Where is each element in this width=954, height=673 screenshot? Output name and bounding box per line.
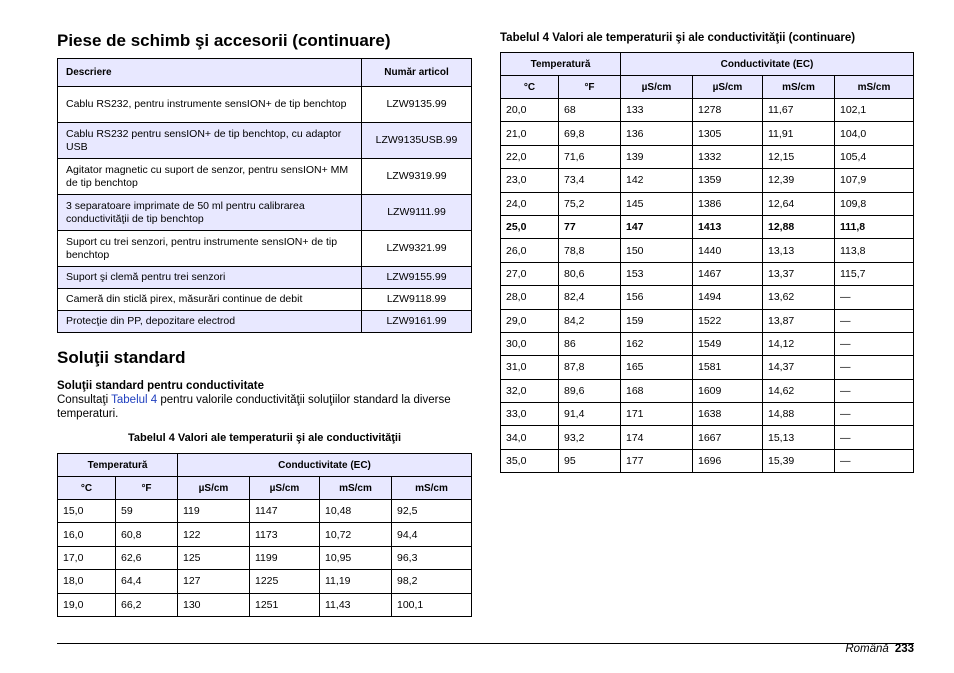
table-cell: — — [835, 449, 914, 472]
left-column — [57, 30, 472, 617]
parts-table-body — [58, 87, 472, 333]
part-description: 3 separatoare imprimate de 50 ml pentru calibrarea conductivităţii de tip benchtop — [58, 195, 362, 231]
page-footer — [845, 642, 914, 656]
table-cell: 1467 — [693, 262, 763, 285]
part-item-number: LZW9118.99 — [362, 289, 472, 311]
table-cell: 64,4 — [116, 570, 178, 593]
table-cell: 111,8 — [835, 215, 914, 238]
table-cell: 62,6 — [116, 546, 178, 569]
table-row — [501, 286, 914, 309]
table-row — [501, 99, 914, 122]
table-row — [501, 356, 914, 379]
table-cell: 125 — [178, 546, 250, 569]
table-row — [58, 500, 472, 523]
table-row — [58, 87, 472, 123]
table-row — [58, 267, 472, 289]
col-header-item-number: Număr articol — [362, 59, 472, 87]
table-cell: 177 — [621, 449, 693, 472]
table-row — [58, 195, 472, 231]
table-cell: 25,0 — [501, 215, 559, 238]
table-cell: 24,0 — [501, 192, 559, 215]
table-cell: 13,62 — [763, 286, 835, 309]
table-cell: 11,43 — [320, 593, 392, 616]
table-cell: 86 — [559, 332, 621, 355]
table-cell: 77 — [559, 215, 621, 238]
temperature-conductivity-table — [57, 453, 472, 617]
table-row — [501, 192, 914, 215]
table-row — [58, 159, 472, 195]
table-cell: 1413 — [693, 215, 763, 238]
table-cell: 14,88 — [763, 403, 835, 426]
table-row — [58, 523, 472, 546]
table-cell: 1173 — [250, 523, 320, 546]
table-cell: 23,0 — [501, 169, 559, 192]
table-cell: 71,6 — [559, 145, 621, 168]
group-header-row — [501, 53, 914, 76]
section-heading-standard-solutions: Soluţii standard — [57, 348, 186, 367]
temperature-table-body — [58, 500, 472, 617]
table-cell: 150 — [621, 239, 693, 262]
unit-header: mS/cm — [392, 477, 472, 500]
col-header-description: Descriere — [58, 59, 362, 87]
para-text-before: Consultaţi — [57, 394, 112, 406]
group-header-row — [58, 454, 472, 477]
table-cell: 1696 — [693, 449, 763, 472]
table-cell: 66,2 — [116, 593, 178, 616]
table-cell: 1305 — [693, 122, 763, 145]
table-row — [501, 169, 914, 192]
table-cell: 21,0 — [501, 122, 559, 145]
table-cell: 142 — [621, 169, 693, 192]
unit-header: mS/cm — [320, 477, 392, 500]
footer-language: Română — [845, 643, 889, 655]
table-cell: — — [835, 309, 914, 332]
table-cell: 60,8 — [116, 523, 178, 546]
temperature-conductivity-table-continued — [500, 52, 914, 473]
table-cell: 28,0 — [501, 286, 559, 309]
table-cell: 11,67 — [763, 99, 835, 122]
table-cell: 14,12 — [763, 332, 835, 355]
table-row — [501, 449, 914, 472]
table-cell: 1199 — [250, 546, 320, 569]
table-cell: 15,0 — [58, 500, 116, 523]
table-cell: — — [835, 379, 914, 402]
table-cell: 1638 — [693, 403, 763, 426]
table-cell: 168 — [621, 379, 693, 402]
table-cell: 31,0 — [501, 356, 559, 379]
table-row — [501, 239, 914, 262]
table-cell: 93,2 — [559, 426, 621, 449]
table-row — [501, 309, 914, 332]
table-cell: 1667 — [693, 426, 763, 449]
group-header-conductivity: Conductivitate (EC) — [621, 53, 914, 76]
table-row — [58, 570, 472, 593]
table-cell: 1225 — [250, 570, 320, 593]
table-cell: 13,87 — [763, 309, 835, 332]
table-cell: 35,0 — [501, 449, 559, 472]
table-cell: 12,39 — [763, 169, 835, 192]
page-number: 233 — [894, 643, 914, 655]
table-cell: 84,2 — [559, 309, 621, 332]
spare-parts-table — [57, 58, 472, 333]
table-cell: 98,2 — [392, 570, 472, 593]
table-cell: 113,8 — [835, 239, 914, 262]
table-cell: 12,88 — [763, 215, 835, 238]
table-cell: 136 — [621, 122, 693, 145]
part-item-number: LZW9321.99 — [362, 231, 472, 267]
table-cell: 1251 — [250, 593, 320, 616]
para-text-after: pentru valorile conductivităţii soluţiilor standard la diverse temperaturi. — [57, 394, 451, 420]
table-row — [501, 122, 914, 145]
table-cell: 17,0 — [58, 546, 116, 569]
table-cell: 1147 — [250, 500, 320, 523]
table-cell: 15,13 — [763, 426, 835, 449]
table-cell: 153 — [621, 262, 693, 285]
table-cell: 91,4 — [559, 403, 621, 426]
part-item-number: LZW9161.99 — [362, 311, 472, 333]
table-cell: 89,6 — [559, 379, 621, 402]
table-cell: 29,0 — [501, 309, 559, 332]
table-cell: 94,4 — [392, 523, 472, 546]
table-cell: 104,0 — [835, 122, 914, 145]
table-cell: 20,0 — [501, 99, 559, 122]
table-cell: 30,0 — [501, 332, 559, 355]
table-cell: 1278 — [693, 99, 763, 122]
subheading-conductivity-standards: Soluţii standard pentru conductivitate — [57, 380, 265, 392]
table-cell: 162 — [621, 332, 693, 355]
part-description: Suport şi clemă pentru trei senzori — [58, 267, 362, 289]
table-cell: 1359 — [693, 169, 763, 192]
table-cell: 10,72 — [320, 523, 392, 546]
table-cell: 147 — [621, 215, 693, 238]
table-row — [501, 215, 914, 238]
units-header-row — [58, 477, 472, 500]
table-row — [58, 231, 472, 267]
table-cell: 139 — [621, 145, 693, 168]
unit-header: µS/cm — [250, 477, 320, 500]
table-cell: 32,0 — [501, 379, 559, 402]
table-cell: 1522 — [693, 309, 763, 332]
table-cell: 130 — [178, 593, 250, 616]
table-cell: — — [835, 332, 914, 355]
right-column — [500, 30, 914, 473]
table-cell: 105,4 — [835, 145, 914, 168]
part-description: Cablu RS232, pentru instrumente sensION+ de tip benchtop — [58, 87, 362, 123]
table-cell: 1494 — [693, 286, 763, 309]
table-cell: 1386 — [693, 192, 763, 215]
part-description: Protecţie din PP, depozitare electrod — [58, 311, 362, 333]
table-cell: 13,13 — [763, 239, 835, 262]
unit-header: °F — [559, 76, 621, 99]
unit-header: µS/cm — [693, 76, 763, 99]
table-cell: 87,8 — [559, 356, 621, 379]
table-row — [58, 546, 472, 569]
table-cell: 165 — [621, 356, 693, 379]
table-cell: 1332 — [693, 145, 763, 168]
unit-header: mS/cm — [835, 76, 914, 99]
table-cell: 115,7 — [835, 262, 914, 285]
table-cell: 11,19 — [320, 570, 392, 593]
page-heading-spare-parts: Piese de schimb şi accesorii (continuare) — [57, 31, 391, 50]
unit-header: °F — [116, 477, 178, 500]
table-cell: 127 — [178, 570, 250, 593]
table-cell: 33,0 — [501, 403, 559, 426]
table-cell: — — [835, 426, 914, 449]
table-cell: 14,62 — [763, 379, 835, 402]
table-cell: 73,4 — [559, 169, 621, 192]
group-header-temperature: Temperatură — [501, 53, 621, 76]
table-row — [58, 311, 472, 333]
table-row — [501, 332, 914, 355]
table-cell: 92,5 — [392, 500, 472, 523]
table-cell: 156 — [621, 286, 693, 309]
unit-header: °C — [501, 76, 559, 99]
table-cell: 19,0 — [58, 593, 116, 616]
table-cell: 78,8 — [559, 239, 621, 262]
group-header-temperature: Temperatură — [58, 454, 178, 477]
table-cell: — — [835, 356, 914, 379]
table-cell: 96,3 — [392, 546, 472, 569]
table-4-continued-caption: Tabelul 4 Valori ale temperaturii şi ale conductivităţii (continuare) — [500, 32, 856, 44]
part-item-number: LZW9135USB.99 — [362, 123, 472, 159]
unit-header: °C — [58, 477, 116, 500]
table-cell: 1440 — [693, 239, 763, 262]
table-cell: 11,91 — [763, 122, 835, 145]
table-cell: 119 — [178, 500, 250, 523]
table-row — [58, 593, 472, 616]
table-cell: 16,0 — [58, 523, 116, 546]
table-row — [501, 403, 914, 426]
table-cell: 12,64 — [763, 192, 835, 215]
table-cell: 95 — [559, 449, 621, 472]
table-cell: 1581 — [693, 356, 763, 379]
table-row — [501, 379, 914, 402]
table-4-link[interactable]: Tabelul 4 — [111, 394, 158, 406]
table-cell: 34,0 — [501, 426, 559, 449]
table-cell: 10,48 — [320, 500, 392, 523]
table-cell: 15,39 — [763, 449, 835, 472]
table-row — [501, 262, 914, 285]
table-cell: — — [835, 286, 914, 309]
intro-paragraph — [57, 393, 472, 421]
table-cell: 27,0 — [501, 262, 559, 285]
table-cell: 12,15 — [763, 145, 835, 168]
table-cell: 75,2 — [559, 192, 621, 215]
table-cell: 22,0 — [501, 145, 559, 168]
part-item-number: LZW9135.99 — [362, 87, 472, 123]
table-cell: 10,95 — [320, 546, 392, 569]
parts-header-row — [58, 59, 472, 87]
table-cell: — — [835, 403, 914, 426]
part-item-number: LZW9111.99 — [362, 195, 472, 231]
group-header-conductivity: Conductivitate (EC) — [178, 454, 472, 477]
table-cell: 133 — [621, 99, 693, 122]
footer-divider — [57, 643, 914, 644]
units-header-row — [501, 76, 914, 99]
table-cell: 1609 — [693, 379, 763, 402]
table-row — [501, 426, 914, 449]
unit-header: mS/cm — [763, 76, 835, 99]
table-cell: 18,0 — [58, 570, 116, 593]
part-description: Cameră din sticlă pirex, măsurări continue de debit — [58, 289, 362, 311]
unit-header: µS/cm — [621, 76, 693, 99]
table-cell: 109,8 — [835, 192, 914, 215]
temperature-table-body — [501, 99, 914, 473]
part-description: Agitator magnetic cu suport de senzor, pentru sensION+ MM de tip benchtop — [58, 159, 362, 195]
table-cell: 122 — [178, 523, 250, 546]
table-row — [501, 145, 914, 168]
table-cell: 82,4 — [559, 286, 621, 309]
part-item-number: LZW9319.99 — [362, 159, 472, 195]
table-cell: 26,0 — [501, 239, 559, 262]
table-cell: 69,8 — [559, 122, 621, 145]
table-4-caption: Tabelul 4 Valori ale temperaturii şi ale conductivităţii — [127, 432, 402, 444]
table-cell: 174 — [621, 426, 693, 449]
part-description: Suport cu trei senzori, pentru instrumente sensION+ de tip benchtop — [58, 231, 362, 267]
table-cell: 107,9 — [835, 169, 914, 192]
table-cell: 14,37 — [763, 356, 835, 379]
unit-header: µS/cm — [178, 477, 250, 500]
part-description: Cablu RS232 pentru sensION+ de tip benchtop, cu adaptor USB — [58, 123, 362, 159]
part-item-number: LZW9155.99 — [362, 267, 472, 289]
table-row — [58, 289, 472, 311]
table-cell: 159 — [621, 309, 693, 332]
table-cell: 100,1 — [392, 593, 472, 616]
table-cell: 1549 — [693, 332, 763, 355]
table-cell: 80,6 — [559, 262, 621, 285]
table-cell: 59 — [116, 500, 178, 523]
table-cell: 13,37 — [763, 262, 835, 285]
table-cell: 102,1 — [835, 99, 914, 122]
table-cell: 171 — [621, 403, 693, 426]
table-row — [58, 123, 472, 159]
table-cell: 145 — [621, 192, 693, 215]
table-cell: 68 — [559, 99, 621, 122]
